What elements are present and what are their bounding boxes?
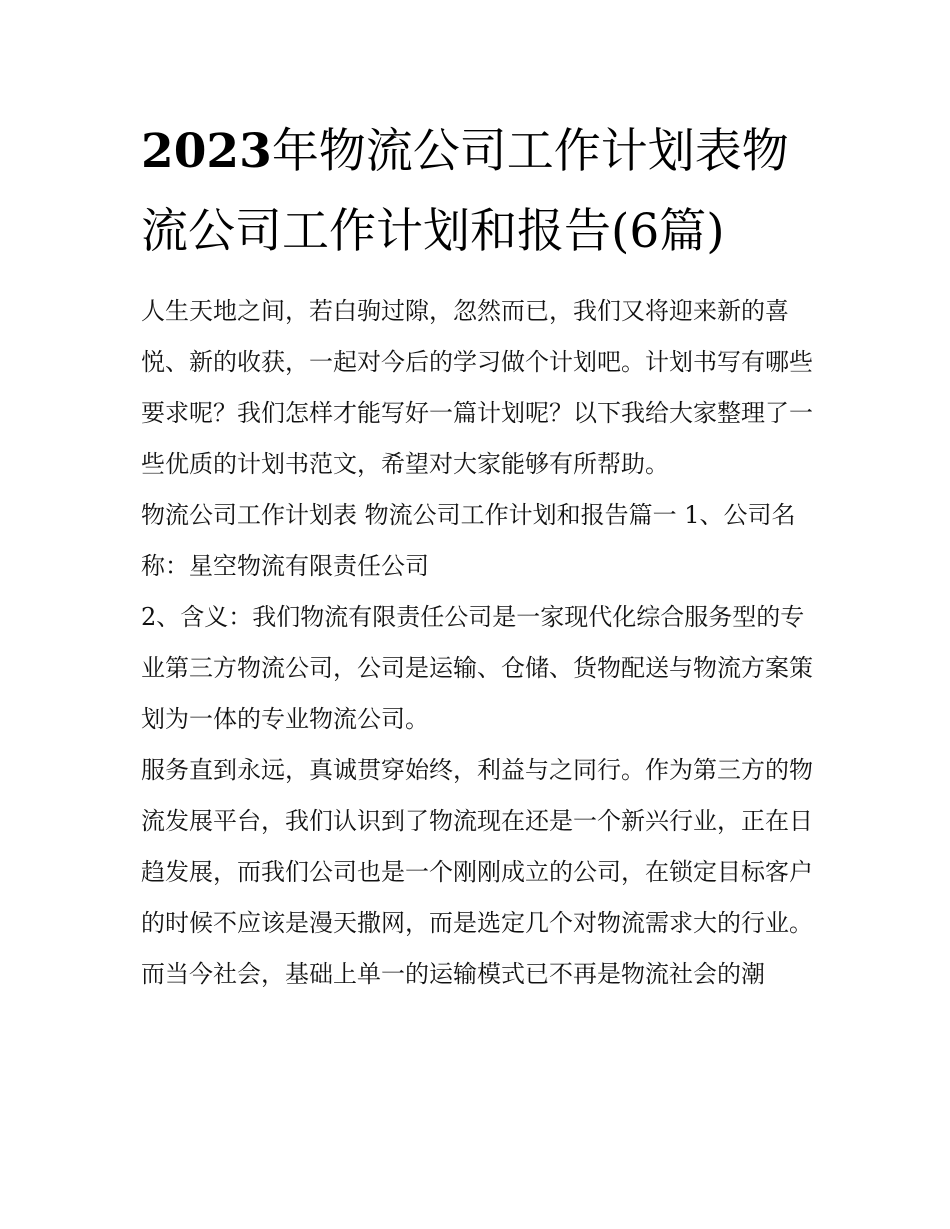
paragraph-society: 而当今社会，基础上单一的运输模式已不再是物流社会的潮 — [141, 960, 765, 988]
title-year: 2023 — [141, 124, 272, 179]
document-content — [141, 112, 813, 1000]
paragraph-service: 服务直到永远，真诚贯穿始终，利益与之同行。作为第三方的物流发展平台，我们认识到了物流现在还是一个新兴行业，正在日趋发展，而我们公司也是一个刚刚成立的公司，在锁定目标客户的时候不应该是漫天撒网，而是选定几个对物流需求大的行业。 — [141, 756, 813, 937]
paragraph-company-name: 物流公司工作计划表 物流公司工作计划和报告篇一 1、公司名称：星空物流有限责任公司 — [141, 501, 796, 580]
paragraph-meaning: 2、含义：我们物流有限责任公司是一家现代化综合服务型的专业第三方物流公司，公司是运输、仓储、货物配送与物流方案策划为一体的专业物流公司。 — [141, 603, 813, 733]
title-text: 年物流公司工作计划表物流公司工作计划和报告(6篇) — [141, 124, 789, 259]
document-body — [141, 286, 813, 1000]
document-title — [141, 112, 813, 272]
paragraph-intro: 人生天地之间，若白驹过隙，忽然而已，我们又将迎来新的喜悦、新的收获，一起对今后的学习做个计划吧。计划书写有哪些要求呢？我们怎样才能写好一篇计划呢？以下我给大家整理了一些优质的计划书范文，希望对大家能够有所帮助。 — [141, 297, 813, 478]
